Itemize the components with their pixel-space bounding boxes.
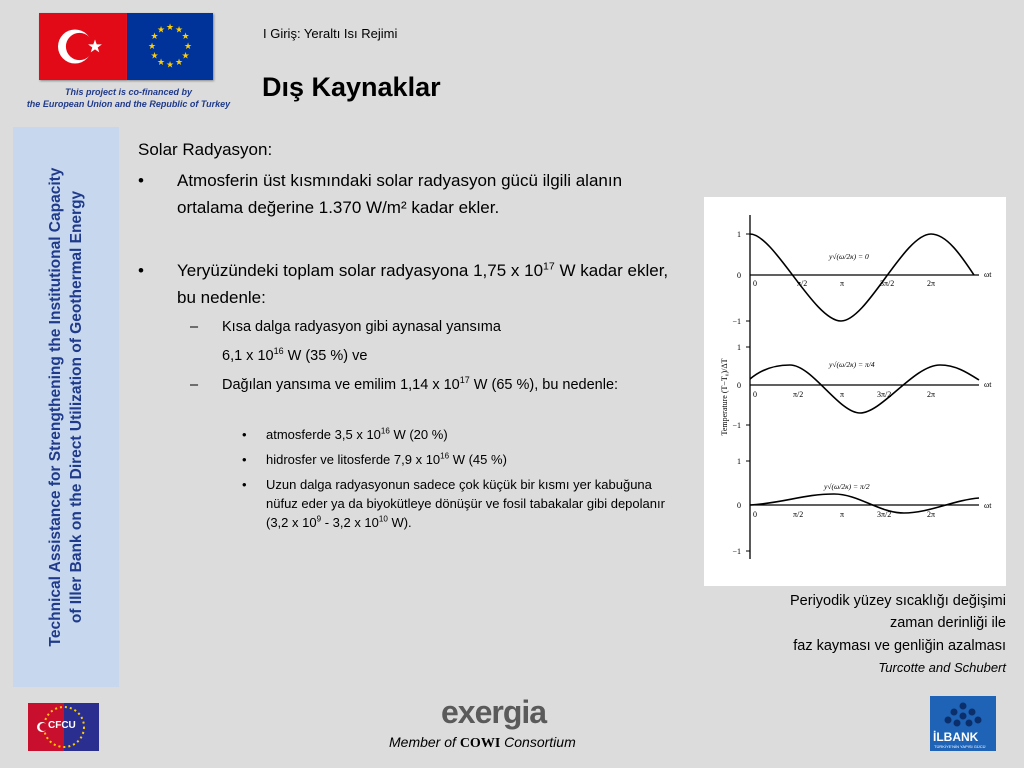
- svg-text:ωt: ωt: [984, 270, 992, 279]
- sidebar-line-1: Technical Assistance for Strengthening the Institutional Capacity: [47, 167, 64, 647]
- slide-title: Dış Kaynaklar: [262, 72, 441, 102]
- cfcu-logo: [28, 703, 99, 751]
- svg-text:★: ★: [174, 58, 184, 68]
- eu-stars-icon: [127, 13, 213, 80]
- svg-text:★: ★: [183, 42, 193, 52]
- member-suffix: Consortium: [504, 734, 576, 750]
- svg-text:★: ★: [150, 51, 159, 62]
- svg-text:1: 1: [737, 457, 741, 466]
- temperature-wave-figure: [704, 197, 1006, 586]
- svg-text:π/2: π/2: [793, 390, 804, 399]
- sub-bullet-2-marker: –: [190, 377, 199, 393]
- member-line: [389, 734, 576, 752]
- svg-text:π/2: π/2: [797, 279, 808, 288]
- ilbank-tagline: TÜRKİYE'NİN YAPISI GÜCÜ: [934, 744, 986, 749]
- svg-text:2π: 2π: [927, 279, 936, 288]
- svg-text:★: ★: [165, 23, 175, 33]
- svg-text:2π: 2π: [927, 390, 936, 399]
- sidebar-project-title: [45, 132, 87, 682]
- bullet-1-marker: •: [138, 171, 144, 190]
- exergia-logo: exergia: [441, 694, 547, 730]
- svg-text:★: ★: [150, 32, 159, 42]
- figure-ylabel: Temperature (T−T₀)/ΔT: [720, 358, 729, 436]
- level3-bullet-1-text: atmosferde 3,5 x $10^{16}$ W (20 %): [266, 426, 448, 442]
- svg-text:−1: −1: [732, 421, 741, 430]
- bullet-1-text: Atmosferin üst kısmındaki solar radyasyon gücü ilgili alanın ortalama değerine 1.370 W/m² kadar ekler.: [177, 171, 623, 217]
- cowi-logo: COWI: [459, 736, 501, 751]
- svg-text:0: 0: [737, 381, 741, 390]
- svg-text:y√(ω/2κ) = π/2: y√(ω/2κ) = π/2: [824, 482, 870, 491]
- section-kicker: I Giriş: Yeraltı Isı Rejimi: [263, 26, 398, 41]
- sidebar-band: [13, 127, 119, 687]
- temperature-wave-plot: [704, 197, 1006, 586]
- svg-text:ωt: ωt: [984, 501, 992, 510]
- sub-bullet-1-marker: –: [190, 319, 199, 335]
- member-prefix: Member of: [389, 734, 456, 750]
- svg-text:1: 1: [737, 343, 741, 352]
- level3-bullet-2-marker: •: [242, 452, 247, 467]
- svg-text:0: 0: [753, 390, 757, 399]
- svg-text:0: 0: [753, 279, 757, 288]
- level3-bullet-1-marker: •: [242, 427, 247, 442]
- svg-text:0: 0: [753, 510, 757, 519]
- svg-text:y√(ω/2κ) = π/4: y√(ω/2κ) = π/4: [829, 360, 875, 369]
- cofinance-line-2: the European Union and the Republic of Turkey: [26, 99, 231, 109]
- svg-text:3π/2: 3π/2: [880, 279, 895, 288]
- sub-bullet-1-value: 6,1 x $10^{16}$ W (35 %) ve: [222, 346, 368, 364]
- svg-text:2π: 2π: [927, 510, 936, 519]
- cfcu-label: CFCU: [48, 720, 76, 731]
- turkey-flag: [39, 13, 127, 80]
- svg-text:1: 1: [737, 230, 741, 239]
- bullet-2-text: Yeryüzündeki toplam solar radyasyona 1,75 x $10^{17}$ W kadar ekler, bu nedenle:: [177, 260, 669, 307]
- svg-text:★: ★: [156, 58, 166, 68]
- svg-text:★: ★: [181, 32, 190, 42]
- svg-text:y√(ω/2κ) = 0: y√(ω/2κ) = 0: [829, 252, 869, 261]
- svg-text:★: ★: [147, 42, 157, 52]
- svg-text:ωt: ωt: [984, 380, 992, 389]
- svg-text:−1: −1: [732, 547, 741, 556]
- svg-text:3π/2: 3π/2: [877, 510, 892, 519]
- level3-bullet-3-text: Uzun dalga radyasyonun sadece çok küçük bir kısmı yer kabuğuna nüfuz eder ya da biyokütleye dönüşür ve fosil tabakalar gibi depolanır (3,2 x $10^9 - 3,2$ x $10^{10}$ W).: [266, 477, 665, 530]
- svg-text:★: ★: [156, 25, 166, 36]
- sub-bullet-2-text: Dağılan yansıma ve emilim 1,14 x $10^{17}$ W (65 %), bu nedenle:: [222, 375, 619, 393]
- figure-caption-line-3: faz kayması ve genliğin azalması: [793, 638, 1006, 654]
- svg-text:3π/2: 3π/2: [877, 390, 892, 399]
- panel-1: [732, 230, 992, 326]
- level3-bullet-2-text: hidrosfer ve litosferde 7,9 x $10^{16}$ W (45 %): [266, 451, 507, 467]
- svg-text:0: 0: [737, 271, 741, 280]
- svg-text:π: π: [840, 510, 845, 519]
- panel-2: [732, 343, 992, 430]
- eu-flag: [127, 13, 213, 80]
- svg-text:0: 0: [737, 501, 741, 510]
- ilbank-label: İLBANK: [933, 730, 979, 744]
- bullet-2-marker: •: [138, 261, 144, 280]
- svg-text:π/2: π/2: [793, 510, 804, 519]
- svg-text:★: ★: [174, 25, 184, 36]
- sidebar-line-2: of Iller Bank on the Direct Utilization of Geothermal Energy: [68, 190, 85, 624]
- svg-text:★: ★: [181, 51, 190, 62]
- svg-text:π: π: [840, 390, 845, 399]
- svg-text:−1: −1: [732, 317, 741, 326]
- ilbank-logo: [930, 696, 996, 751]
- sub-bullet-1-text: Kısa dalga radyasyon gibi aynasal yansıma: [222, 319, 501, 335]
- level3-bullet-3-marker: •: [242, 477, 247, 492]
- content-heading: Solar Radyasyon:: [138, 140, 273, 159]
- panel-3: [732, 457, 992, 556]
- cofinance-line-1: This project is co-financed by: [64, 87, 193, 97]
- figure-caption-line-2: zaman derinliği ile: [889, 615, 1006, 631]
- svg-text:★: ★: [165, 60, 175, 71]
- svg-text:π: π: [840, 279, 845, 288]
- turkey-crescent-star-icon: [39, 13, 127, 80]
- figure-caption-line-1: Periyodik yüzey sıcaklığı değişimi: [790, 593, 1006, 609]
- figure-caption-source: Turcotte and Schubert: [878, 660, 1006, 675]
